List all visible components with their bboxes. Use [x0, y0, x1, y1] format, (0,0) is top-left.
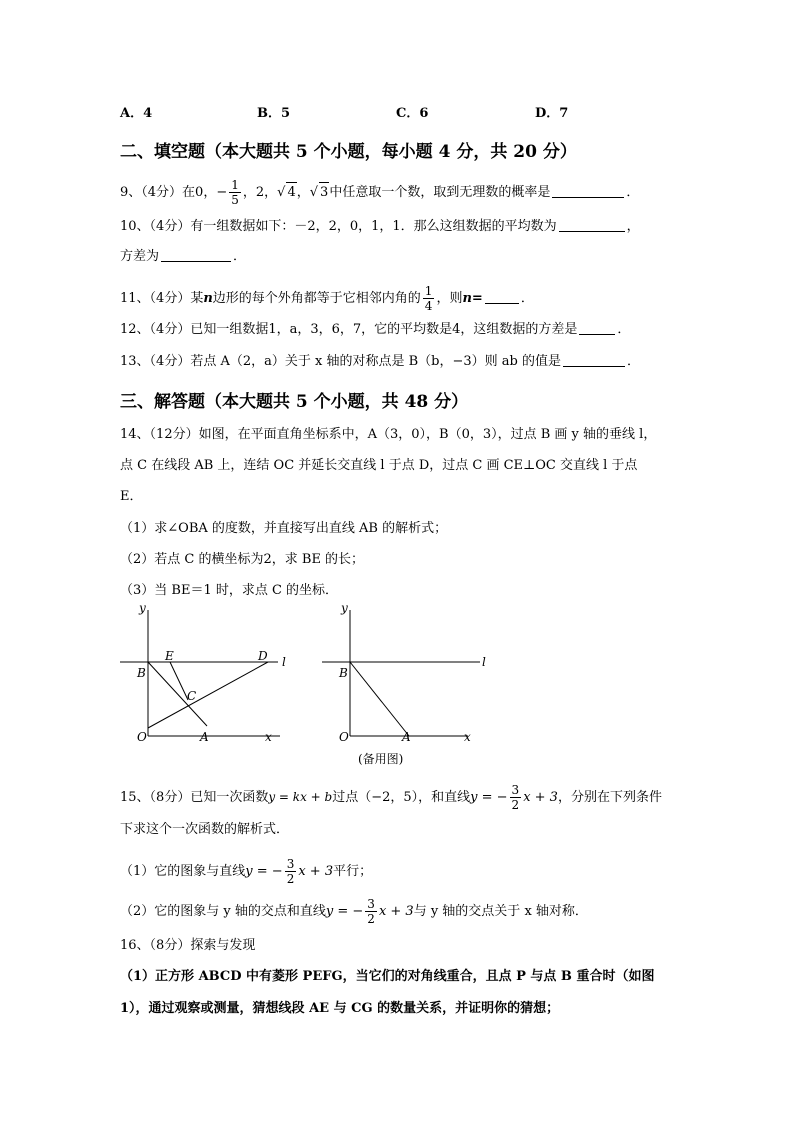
- q11-n-equals: n=: [462, 291, 483, 306]
- question-16-line-3: 1），通过观察或测量，猜想线段 AE 与 CG 的数量关系，并证明你的猜想；: [120, 1001, 560, 1016]
- question-15-part-1: [120, 857, 372, 886]
- q9-mid1: ，2，: [242, 185, 278, 200]
- q9-mid2: ，: [296, 185, 310, 200]
- q15-part2-frac-num: 3: [367, 897, 375, 911]
- q15-part2-prefix: （2）它的图象与 y 轴的交点和直线: [120, 904, 326, 919]
- q9-sqrt-4: 4: [286, 182, 296, 203]
- fig2-label-a: A: [402, 730, 411, 744]
- q15-fraction: [510, 783, 522, 812]
- question-14-part-2: （2）若点 C 的横坐标为2，求 BE 的长；: [120, 552, 365, 567]
- figure-2: [322, 600, 492, 770]
- q9-fraction: [229, 178, 241, 207]
- q10-mean-blank[interactable]: [559, 217, 625, 232]
- fig2-label-b: B: [339, 666, 348, 680]
- fig2-label-x: x: [464, 730, 471, 744]
- q15-part2-rhs: x + 3: [378, 904, 414, 919]
- q12-end: ．: [617, 322, 631, 337]
- q12-text: 12、（4分）已知一组数据1，a，3，6，7，它的平均数是4，这组数据的方差是: [120, 322, 578, 337]
- q10-line2-end: ．: [233, 249, 247, 264]
- q10-variance-blank[interactable]: [161, 247, 231, 262]
- q15-part2-fraction: [365, 897, 377, 926]
- fig2-label-l: l: [482, 655, 486, 669]
- q15-function: y = kx + b: [268, 790, 333, 804]
- q15-line-rhs: x + 3: [523, 790, 558, 805]
- fig2-caption: (备用图): [358, 752, 404, 766]
- option-b: B．5: [257, 106, 291, 121]
- q15-part1-lhs: y = −: [245, 864, 283, 879]
- q15-part1-frac-num: 3: [286, 857, 295, 871]
- q15-mid: 过点（−2，5），和直线: [332, 790, 471, 805]
- q15-frac-den: 2: [511, 798, 520, 812]
- q9-end: ．: [626, 185, 640, 200]
- fig1-label-c: C: [187, 689, 197, 703]
- fig1-label-y: y: [139, 601, 146, 615]
- fig1-label-b: B: [137, 666, 146, 680]
- q15-frac-num: 3: [511, 783, 520, 797]
- question-15-line-2: 下求这个一次函数的解析式．: [120, 822, 290, 837]
- q15-part2-frac-den: 2: [367, 912, 375, 926]
- q15-line-lhs: y = −: [470, 790, 508, 805]
- question-10-line-2: [120, 247, 246, 267]
- q11-n: n: [203, 291, 213, 306]
- q15-part1-rhs: x + 3: [298, 864, 334, 879]
- q11-mid: 边形的每个外角都等于它相邻内角的: [212, 291, 421, 306]
- q15-part2-suffix: 与 y 轴的交点关于 x 轴对称．: [413, 904, 588, 919]
- fig1-label-e: E: [165, 649, 174, 663]
- option-a: A．4: [120, 106, 153, 121]
- fig1-label-x: x: [265, 730, 272, 744]
- q11-mid2: ，则: [436, 291, 463, 306]
- question-13: [120, 352, 640, 372]
- q12-answer-blank[interactable]: [579, 320, 615, 335]
- question-10-line-1: [120, 217, 640, 237]
- fig1-label-d: D: [258, 649, 268, 663]
- fig1-segment-od: [148, 662, 268, 728]
- fig1-segment-ab: [148, 662, 207, 726]
- fig2-label-o: O: [339, 730, 349, 744]
- q9-frac-num: 1: [231, 178, 239, 192]
- q13-text: 13、（4分）若点 A（2，a）关于 x 轴的对称点是 B（b，−3）则 ab 的值是: [120, 354, 561, 369]
- fig1-segment-ce: [170, 662, 188, 700]
- option-d: D．7: [535, 106, 569, 121]
- question-15-part-2: [120, 897, 588, 926]
- q11-fraction: [423, 284, 435, 313]
- q9-sqrt-3: 3: [319, 182, 329, 203]
- q9-prefix: 9、（4分）在0，−: [120, 185, 228, 200]
- q15-suffix: ，分别在下列条件: [557, 790, 662, 805]
- q15-prefix: 15、（8分）已知一次函数: [120, 790, 269, 805]
- question-15-line-1: [120, 783, 662, 812]
- question-9: 9、（4分）在0，− $\frac{1}{5}$ ，2，√ 4，√ 3中任意取一个数，取到无理数的概率是 ．: [120, 178, 640, 207]
- fig2-segment-ab: [350, 662, 409, 736]
- q9-answer-blank[interactable]: [552, 183, 624, 198]
- section-3-title: 三、解答题（本大题共 5 个小题，共 48 分）: [120, 392, 469, 412]
- fig1-label-o: O: [137, 730, 147, 744]
- q11-prefix: 11、（4分）某: [120, 291, 204, 306]
- question-16-line-1: 16、（8分）探索与发现: [120, 938, 256, 953]
- option-c: C．6: [396, 106, 429, 121]
- q9-frac-den: 5: [231, 193, 239, 207]
- question-16-line-2: （1）正方形 ABCD 中有菱形 PEFG，当它们的对角线重合，且点 P 与点 B 重合时（如图: [120, 969, 655, 984]
- fig1-label-a: A: [200, 730, 209, 744]
- q10-text: 10、（4分）有一组数据如下：－2，2，0，1，1．那么这组数据的平均数为: [120, 219, 557, 234]
- q11-frac-num: 1: [424, 284, 433, 298]
- q15-part1-suffix: 平行；: [333, 864, 373, 879]
- q15-part1-prefix: （1）它的图象与直线: [120, 864, 246, 879]
- question-11: [120, 284, 534, 313]
- q11-frac-den: 4: [424, 299, 433, 313]
- q15-part2-lhs: y = −: [325, 904, 364, 919]
- q9-suffix: 中任意取一个数，取到无理数的概率是: [329, 185, 551, 200]
- q11-end: ．: [520, 291, 534, 306]
- q10-line1-end: ，: [626, 219, 640, 234]
- fig2-label-y: y: [341, 601, 348, 615]
- q13-end: ．: [626, 354, 640, 369]
- figure-1: [120, 600, 290, 750]
- question-14-line-1: 14、（12分）如图，在平面直角坐标系中，A（3，0），B（0，3），过点 B 画 y 轴的垂线 l，: [120, 427, 657, 442]
- q15-part1-fraction: [285, 857, 297, 886]
- question-14-part-3: （3）当 BE＝1 时，求点 C 的坐标．: [120, 583, 339, 598]
- question-12: [120, 320, 630, 340]
- section-2-title: 二、填空题（本大题共 5 个小题，每小题 4 分，共 20 分）: [120, 142, 577, 162]
- q15-part1-frac-den: 2: [286, 872, 295, 886]
- q13-answer-blank[interactable]: [563, 352, 625, 367]
- question-14-line-2: 点 C 在线段 AB 上，连结 OC 并延长交直线 l 于点 D，过点 C 画 CE⊥OC 交直线 l 于点: [120, 458, 638, 473]
- question-14-line-3: E．: [120, 489, 143, 504]
- question-14-part-1: （1）求∠OBA 的度数，并直接写出直线 AB 的解析式；: [120, 521, 448, 536]
- q10-variance-label: 方差为: [120, 249, 160, 264]
- q11-answer-blank[interactable]: [485, 289, 519, 304]
- fig1-label-l: l: [282, 655, 286, 669]
